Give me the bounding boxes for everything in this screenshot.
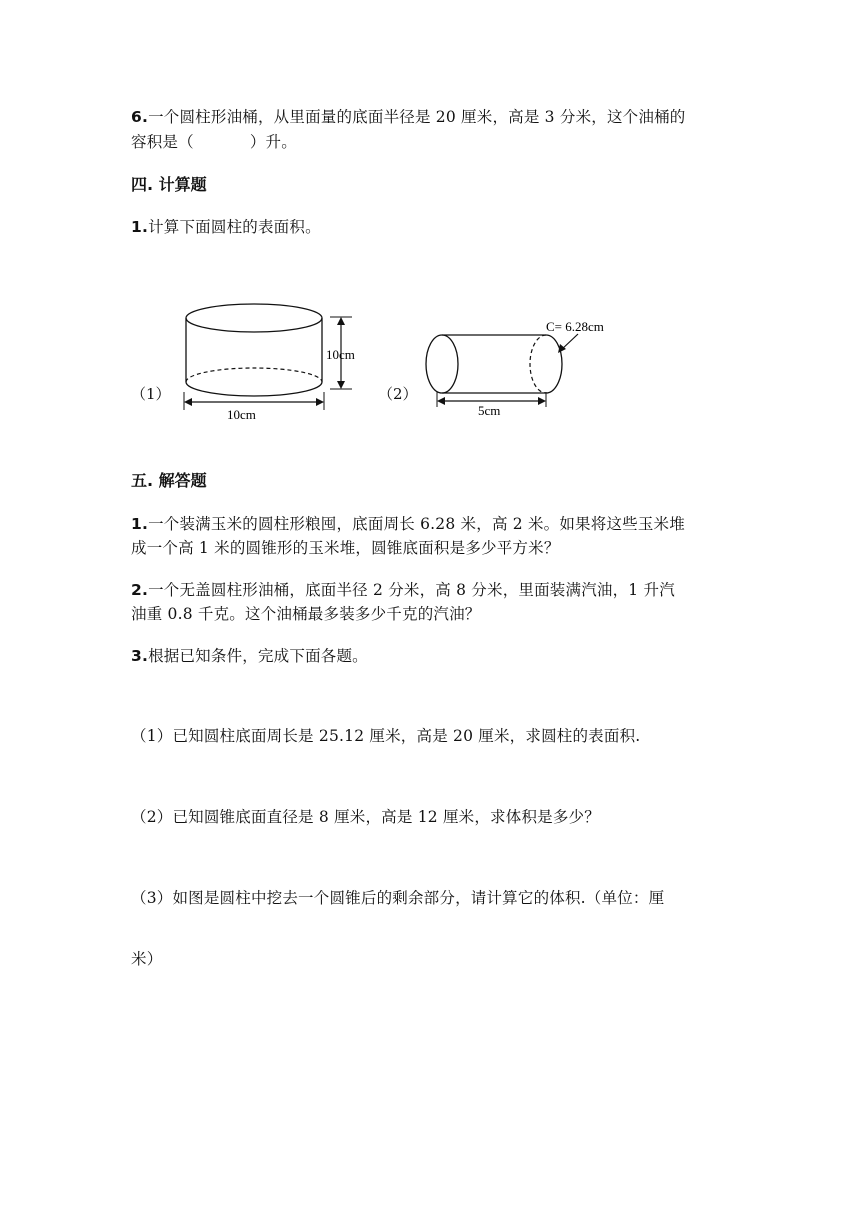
solve-question-3-sub3-line2: 米） (131, 950, 163, 968)
arrow-down-icon (337, 381, 345, 389)
arrow-pointer-icon (558, 344, 566, 353)
question-number: 1. (131, 515, 149, 533)
cylinder-figure-1 (170, 298, 370, 428)
section-heading-calculation: 四. 计算题 (131, 175, 207, 194)
solve-question-3 (131, 644, 368, 666)
solve-question-3-sub1: （1）已知圆柱底面周长是 25.12 厘米，高是 20 厘米，求圆柱的表面积. (131, 727, 641, 745)
question-6-line1 (131, 105, 685, 127)
arrow-left-icon (184, 398, 192, 406)
solve-question-2-line2: 油重 0.8 千克。这个油桶最多装多少千克的汽油？ (131, 605, 481, 623)
question-text: 根据已知条件，完成下面各题。 (148, 647, 368, 665)
solve-question-3-sub3-line1: （3）如图是圆柱中挖去一个圆锥后的剩余部分，请计算它的体积.（单位：厘 (131, 889, 665, 907)
question-text: 容积是（ (131, 133, 194, 151)
solve-question-2-line1 (131, 578, 675, 600)
figure-1-label: （1） (131, 385, 171, 403)
length-label: 5cm (478, 403, 501, 418)
question-number: 2. (131, 581, 149, 599)
question-text: 一个装满玉米的圆柱形粮囤，底面周长 6.28 米，高 2 米。如果将这些玉米堆 (148, 515, 685, 533)
question-text: 一个无盖圆柱形油桶，底面半径 2 分米，高 8 分米，里面装满汽油，1 升汽 (148, 581, 675, 599)
diameter-label: 10cm (227, 407, 256, 422)
arrow-right-icon (316, 398, 324, 406)
arrow-left-icon (437, 397, 445, 405)
cylinder-figure-2 (418, 312, 648, 422)
solve-question-3-sub2: （2）已知圆锥底面直径是 8 厘米，高是 12 厘米，求体积是多少？ (131, 808, 600, 826)
question-text: 计算下面圆柱的表面积。 (148, 218, 321, 236)
cylinder-top-ellipse (186, 304, 322, 332)
section-heading-word-problems: 五. 解答题 (131, 471, 207, 490)
cylinder-bottom-hidden-arc (186, 368, 322, 382)
question-6-line2 (131, 130, 297, 152)
question-text: ）升。 (249, 133, 297, 151)
cylinder-left-end (426, 335, 458, 393)
circumference-label: C= 6.28cm (546, 319, 604, 334)
figure-2-label: （2） (378, 385, 418, 403)
cylinder-right-end-hidden (530, 335, 546, 393)
cylinder-bottom-front-arc (186, 382, 322, 396)
question-number: 6. (131, 108, 149, 126)
solve-question-1-line1 (131, 512, 685, 534)
solve-question-1-line2: 成一个高 1 米的圆锥形的玉米堆，圆锥底面积是多少平方米？ (131, 539, 560, 557)
question-number: 1. (131, 218, 149, 236)
calc-question-1 (131, 215, 321, 237)
cylinder-right-end-front (546, 335, 562, 393)
arrow-right-icon (538, 397, 546, 405)
question-text: 一个圆柱形油桶，从里面量的底面半径是 20 厘米，高是 3 分米，这个油桶的 (148, 108, 686, 126)
question-number: 3. (131, 647, 149, 665)
height-label: 10cm (326, 347, 355, 362)
arrow-up-icon (337, 317, 345, 325)
